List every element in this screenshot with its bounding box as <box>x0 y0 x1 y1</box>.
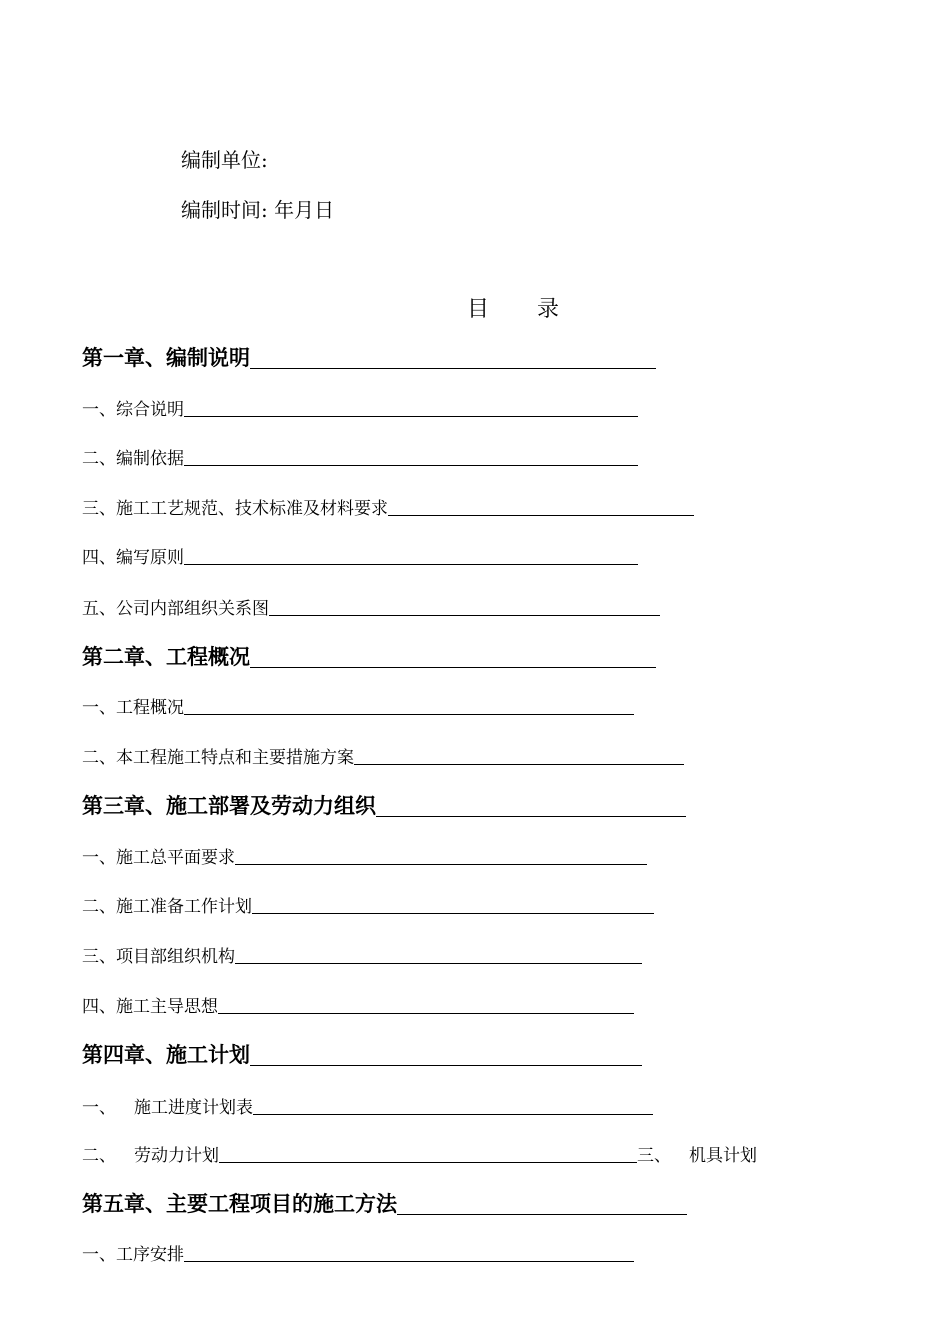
toc-label: 三、项目部组织机构 <box>82 947 235 967</box>
toc-section-1-3[interactable] <box>82 494 694 519</box>
toc-section-1-1[interactable] <box>82 395 638 420</box>
toc-section-2-1[interactable] <box>82 693 634 718</box>
toc-leader-line <box>252 913 654 914</box>
toc-label: 二、编制依据 <box>82 449 184 469</box>
toc-title <box>467 292 561 323</box>
toc-label: 机具计划 <box>689 1146 757 1166</box>
toc-leader-line <box>218 1013 634 1014</box>
toc-section-1-4[interactable] <box>82 543 638 568</box>
toc-leader-line <box>235 963 642 964</box>
toc-leader-line <box>184 564 638 565</box>
toc-leader-line <box>397 1214 687 1215</box>
toc-leader-line <box>184 465 638 466</box>
toc-section-3-2[interactable] <box>82 892 654 917</box>
toc-title-right: 录 <box>537 297 562 322</box>
toc-leader-line <box>184 416 638 417</box>
toc-label: 第二章、工程概况 <box>82 645 250 669</box>
toc-section-3-4[interactable] <box>82 992 634 1017</box>
toc-section-5-1[interactable] <box>82 1240 634 1265</box>
toc-section-1-5[interactable] <box>82 594 660 619</box>
toc-title-left: 目 <box>467 297 492 322</box>
toc-leader-line <box>184 1261 634 1262</box>
toc-label: 一、施工总平面要求 <box>82 848 235 868</box>
toc-label: 第一章、编制说明 <box>82 346 250 370</box>
toc-label: 第三章、施工部署及劳动力组织 <box>82 794 376 818</box>
toc-label: 二、本工程施工特点和主要措施方案 <box>82 748 354 768</box>
compile-date-label: 编制时间: 年月日 <box>181 198 335 222</box>
toc-leader-line <box>376 816 686 817</box>
toc-leader-line <box>184 714 634 715</box>
toc-label: 一、综合说明 <box>82 400 184 420</box>
toc-label: 一、工程概况 <box>82 698 184 718</box>
toc-leader-line <box>388 515 694 516</box>
toc-leader-line <box>235 864 647 865</box>
toc-label: 一、工序安排 <box>82 1245 184 1265</box>
toc-label: 第四章、施工计划 <box>82 1043 250 1067</box>
toc-section-1-2[interactable] <box>82 444 638 469</box>
toc-section-2-2[interactable] <box>82 743 684 768</box>
toc-leader-line <box>250 1065 642 1066</box>
toc-leader-line <box>250 667 656 668</box>
toc-section-3-1[interactable] <box>82 843 647 868</box>
toc-label: 四、编写原则 <box>82 548 184 568</box>
toc-leader-line <box>253 1114 653 1115</box>
toc-label: 二、施工准备工作计划 <box>82 897 252 917</box>
toc-label: 第五章、主要工程项目的施工方法 <box>82 1192 397 1216</box>
toc-leader-line <box>219 1162 637 1163</box>
toc-label: 施工进度计划表 <box>134 1098 253 1118</box>
toc-label: 五、公司内部组织关系图 <box>82 599 269 619</box>
toc-label: 劳动力计划 <box>134 1146 219 1166</box>
toc-leader-line <box>250 368 656 369</box>
toc-chapter-4[interactable] <box>82 1039 642 1069</box>
compiler-unit-label: 编制单位: <box>181 148 268 172</box>
toc-chapter-2[interactable] <box>82 641 656 671</box>
toc-section-4-1[interactable] <box>82 1093 653 1118</box>
toc-label: 三、施工工艺规范、技术标准及材料要求 <box>82 499 388 519</box>
toc-label: 四、施工主导思想 <box>82 997 218 1017</box>
toc-number: 一、 <box>82 1098 116 1118</box>
toc-chapter-5[interactable] <box>82 1188 687 1218</box>
toc-leader-line <box>269 615 660 616</box>
toc-chapter-3[interactable] <box>82 790 686 820</box>
toc-number: 二、 <box>82 1146 116 1166</box>
toc-chapter-1[interactable] <box>82 342 656 372</box>
toc-section-4-2-3[interactable] <box>82 1141 757 1166</box>
toc-section-3-3[interactable] <box>82 942 642 967</box>
toc-number: 三、 <box>637 1146 671 1166</box>
toc-leader-line <box>354 764 684 765</box>
